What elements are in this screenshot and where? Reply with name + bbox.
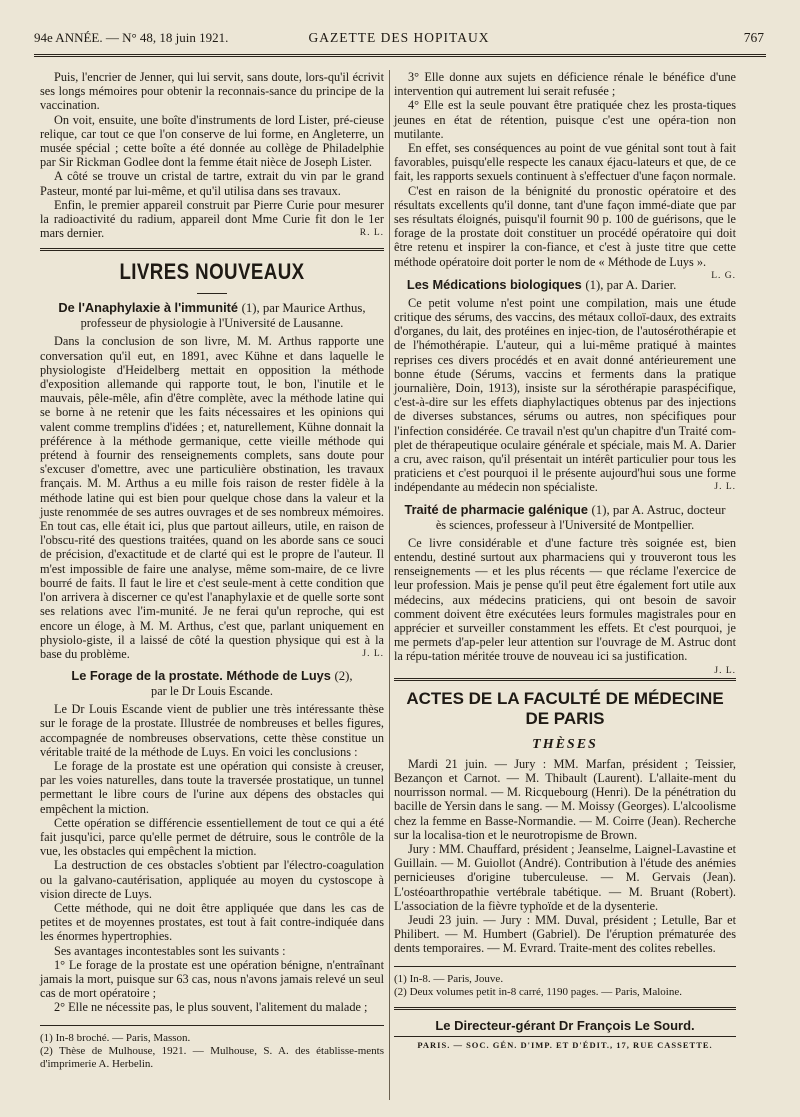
paragraph: Puis, l'encrier de Jenner, qui lui servit, sans doute, lors-qu'il écrivit ses longs mémoires pour obtenir la reconnais-sance du principe de la vaccination. (40, 70, 384, 113)
signature: R. L. (359, 228, 384, 239)
paragraph (394, 183, 736, 281)
book-title: Le Forage de la prostate. Méthode de Luys (2), par le Dr Louis Escande. (40, 668, 384, 699)
paragraph: Le Dr Louis Escande vient de publier une très intéressante thèse sur le forage de la prostate. Illustrée de nombreuses et belles figures, accompagnée de nombreuses observations, cette thèse constitue un véritable traité de la méthode de Luys. En voici les conclusions : (40, 702, 384, 759)
book-title: Les Médications biologiques (1), par A. Darier. (406, 276, 677, 292)
paragraph (40, 334, 384, 661)
director-rule (394, 1007, 736, 1010)
theses-heading: THÈSES (532, 736, 598, 752)
footnote: (1) In-8. — Paris, Jouve. (394, 972, 504, 985)
paragraph: Le forage de la prostate est une opération qui consiste à creuser, par les voies naturelles, dans toute la traversée prostatique, un tunnel permettant le libre cours de l'urine aux dépens des obstacles qui empêchent la miction. (40, 758, 384, 816)
paragraph: Jury : MM. Chauffard, président ; Jeanselme, Laignel-Lavastine et Guillain. — M. Guiollot (André). Contribution à l'étude des anémies pernicieuses d'origine tuberculeuse. — M. Gervais (Jean). L'ostéoarthropathie vertébrale tabétique. — M. Bruant (Robert). L'association de la fièvre typhoïde et de la dysenterie. (394, 841, 736, 913)
column-divider (389, 70, 390, 1100)
paragraph: Jeudi 23 juin. — Jury : MM. Duval, président ; Letulle, Bar et Philibert. — M. Humbert (Gabriel). De l'éruption prématurée des dents temporaires. — M. Evrard. Traite-ment des colites rebelles. (394, 912, 736, 956)
footnote: (2) Deux volumes petit in-8 carré, 1190 pages. — Paris, Maloine. (394, 985, 682, 998)
paragraph: 1° Le forage de la prostate est une opération bénigne, n'entraînant jamais la mort, puisque sur 63 cas, nous n'avons jamais relevé un seul cas de mort opératoire ; (40, 957, 384, 1001)
section-title: LIVRES NOUVEAUX (119, 259, 305, 285)
footnote-rule (394, 966, 736, 967)
running-header (34, 26, 764, 50)
paragraph: En effet, ses conséquences au point de vue génital sont tout à fait favorables, puisqu'elle respecte les canaux éjacu-lateurs et que, de ce fait, les rapports sexuels continuent à s'effectuer d'une façon normale. (394, 141, 736, 184)
paragraph: Mardi 21 juin. — Jury : MM. Marfan, président ; Teissier, Bezançon et Carnot. — M. Thibault (Laurent). L'allaite-ment du nourrisson normal. — M. Ricquebourg (Henri). De la pénétration du bacille de Yersin dans le sang. — M. Moissy (Georges). L'alcoolisme chez la femme en Basse-Normandie. — M. Coirre (Jean). Recherche sur la localisa-tion et le neurotropisme de Brown. (394, 756, 736, 842)
footnote: (2) Thèse de Mulhouse, 1921. — Mulhouse, S. A. des établisse-ments d'imprimerie A. Herbelin. (40, 1044, 384, 1070)
issue-line: 94e ANNÉE. — N° 48, 18 juin 1921. (34, 30, 229, 45)
page-number: 767 (743, 30, 764, 45)
paragraph: La destruction de ces obstacles s'obtient par l'électro-coagulation ou la galvano-cautérisation, appliquée au moyen du cystoscope à vision directe de Luys. (40, 858, 384, 901)
journal-title: GAZETTE DES HOPITAUX (308, 30, 490, 45)
paragraph: Ses avantages incontestables sont les suivants : (54, 943, 286, 958)
paragraph: Cette méthode, qui ne doit être appliquée que dans les cas de petites et de moyennes prostates, est tout à fait contre-indiquée dans les énormes hypertrophies. (40, 900, 384, 944)
paragraph-text: Enfin, le premier appareil construit par Pierre Curie pour mesurer la radioactivité du radium, appareil dont Mme Curie fit don le 1er mars dernier. (40, 197, 384, 241)
left-column (40, 70, 384, 1071)
book-subtitle: ès sciences, professeur à l'Université de Montpellier. (435, 517, 695, 532)
signature: J. L. (714, 482, 736, 493)
right-column (394, 70, 736, 1050)
paragraph (394, 296, 736, 495)
paragraph: 2° Elle ne nécessite pas, le plus souvent, l'alitement du malade ; (54, 1000, 368, 1015)
book-title: De l'Anaphylaxie à l'immunité (1), par Maurice Arthus, professeur de physiologie à l'Université de Lausanne. (40, 300, 384, 331)
book-title: Traité de pharmacie galénique (1), par A. Astruc, docteur ès sciences, professeur à l'Université de Montpellier. (394, 502, 736, 533)
paragraph: A côté se trouve un cristal de tartre, extrait du vin par le grand Pasteur, monté par lui-même, et qu'il utilisa dans ses travaux. (40, 169, 384, 198)
imprint-line: PARIS. — SOC. GÉN. D'IMP. ET D'ÉDIT., 17, RUE CASSETTE. (417, 1039, 713, 1050)
section-title: ACTES DE LA FACULTÉ DE MÉDECINE DE PARIS (406, 688, 724, 728)
short-rule (197, 293, 227, 294)
section-rule (394, 678, 736, 681)
paragraph: Ce livre considérable et d'une facture très soignée est, bien entendu, destiné surtout aux pharmaciens qui y trouveront tous les renseignements — et les plus récents — que réclame l'exercice de leur profession. Mais je pense qu'il peut être également fort utile aux médecins, aux médecins praticiens, qui ont besoin de savoir comment doivent être exécutées leurs formules magistrales pour en apprécier et surveiller constamment les effets. Et c'est pourquoi, je me permets d'ap-peler leur attention sur l'ouvrage de M. Astruc dont la répu-tation méritée trouve de nouveau ici sa justification. (394, 535, 736, 664)
book-subtitle: par le Dr Louis Escande. (151, 684, 273, 699)
paragraph: 3° Elle donne aux sujets en déficience rénale le bénéfice d'une intervention qui autrement lui serait refusée ; (394, 70, 736, 99)
book-subtitle: professeur de physiologie à l'Université de Lausanne. (80, 316, 344, 331)
paragraph (40, 198, 384, 241)
header-rule (34, 54, 766, 57)
paragraph-text: Dans la conclusion de son livre, M. M. Arthus rapporte une conversation qu'il eut, en 1891, avec Kühne et dans laquelle le physiologiste d'Heidelberg mettait en opposition la méthode d'exposition allemande qui rapporte tout, le bon, l'inutile et le mauvais, pêle-mêle, afin d'être complète, avec la méthode latine qui se borne à ne retenir que les faits nécessaires et les opinions qui valent comme tremplins d'idées ; et, naturellement, Kühne donnait la préférence à la méthode germanique, cette vieille méthode qui prétend à fournir des renseignements complets, sans doute pour s'excuser d'omettre, avec une particulière obstination, les travaux français. M. M. Arthus a eu mille fois raison de rester fidèle à la méthode latine qui est bien pour quelque chose dans la valeur et la juste renommée de ses autres ouvrages et de ses nombreux mémoires. En tout cas, elle était ici, plus que partout ailleurs, utile, en raison de l'obscu-rité des questions traitées, quand on les aborde sans ce souci de précision, d'exactitude et de clarté qui est le propre de l'auteur. Il m'est impossible de faire une analyse, même som-maire, de ce livre bourré de faits. Il faut le lire et c'est seule-ment à cette condition que l'on arrivera à discerner ce qu'est l'anaphylaxie et de quelle sorte sont ses relations avec l'im-munité. Je ne ferai qu'un reproche, qui est encore un éloge, à M. M. Arthus, c'est que, parlant uniquement en physiolo-giste, il a laissé de côté la question physique qui est à la base du problème. (40, 334, 384, 661)
paragraph-text: C'est en raison de la bénignité du pronostic opératoire et des résultats excellents qu'il donne, tant d'une façon immé-diate que par ses résultats éloignés, puisqu'il fournit 90 p. 100 de guérisons, que le forage de la prostate doit constituer un procédé opératoire qui doit être retenu et inspirer la con-fiance, et c'est à juste titre que cette méthode opératoire doit porter le nom de « Méthode de Luys ». (394, 183, 736, 269)
footnote-rule (40, 1025, 384, 1026)
paragraph: Cette opération se différencie essentiellement de tout ce qui a été fait jusqu'ici, parce qu'elle permet de détruire, sous le contrôle de la vue, les obstacles qui empêchent la miction. (40, 815, 384, 859)
imprint-rule (394, 1036, 736, 1037)
director-line: Le Directeur-gérant Dr François Le Sourd. (435, 1017, 695, 1033)
section-rule (40, 248, 384, 251)
signature: J. L. (362, 648, 384, 659)
paragraph: On voit, ensuite, une boîte d'instruments de lord Lister, pré-cieuse relique, car tout ce que l'on conserve de lui forme, en Angleterre, un musée spécial ; cette boîte a été donnée au collège de Philadelphie par Sir Rickman Godlee dont la femme était nièce de Joseph Lister. (40, 112, 384, 170)
paragraph-text: Ce petit volume n'est point une compilation, mais une étude critique des sérums, des vaccins, des métaux colloï-daux, des extraits d'organes, du lait, des protéines en injec-tion, de l'autosérothérapie et de l'hémothérapie. L'auteur, qui a lui-même pratiqué à maintes reprises ces divers procédés et en avait donné antérieurement une bonne étude (Sérums, vaccins et ferments dans la pratique journalière, Doin, 1913), insiste sur la sérothérapie paraspécifique, c'est-à-dire sur les effets diaphylactiques obtenus par des injections de diverses substances, sérums ou autres, non spécifiques pour l'infection considérée. Ce travail n'est qu'un chapitre d'un Traité com-plet de thérapeutique oculaire générale et spéciale, mais M. A. Darier a cru, avec raison, qu'il présentait un intérêt particulier pour tous les praticiens et c'est pourquoi il le présente aujourd'hui sous une forme indépendante au médecin non spécialiste. (394, 295, 736, 495)
paragraph: 4° Elle est la seule pouvant être pratiquée chez les prosta-tiques jeunes en état de rétention, puisque c'est une opéra-tion non mutilante. (394, 98, 736, 141)
signature: J. L. (714, 665, 736, 676)
signature: L. G. (711, 270, 736, 281)
footnote: (1) In-8 broché. — Paris, Masson. (40, 1031, 191, 1044)
